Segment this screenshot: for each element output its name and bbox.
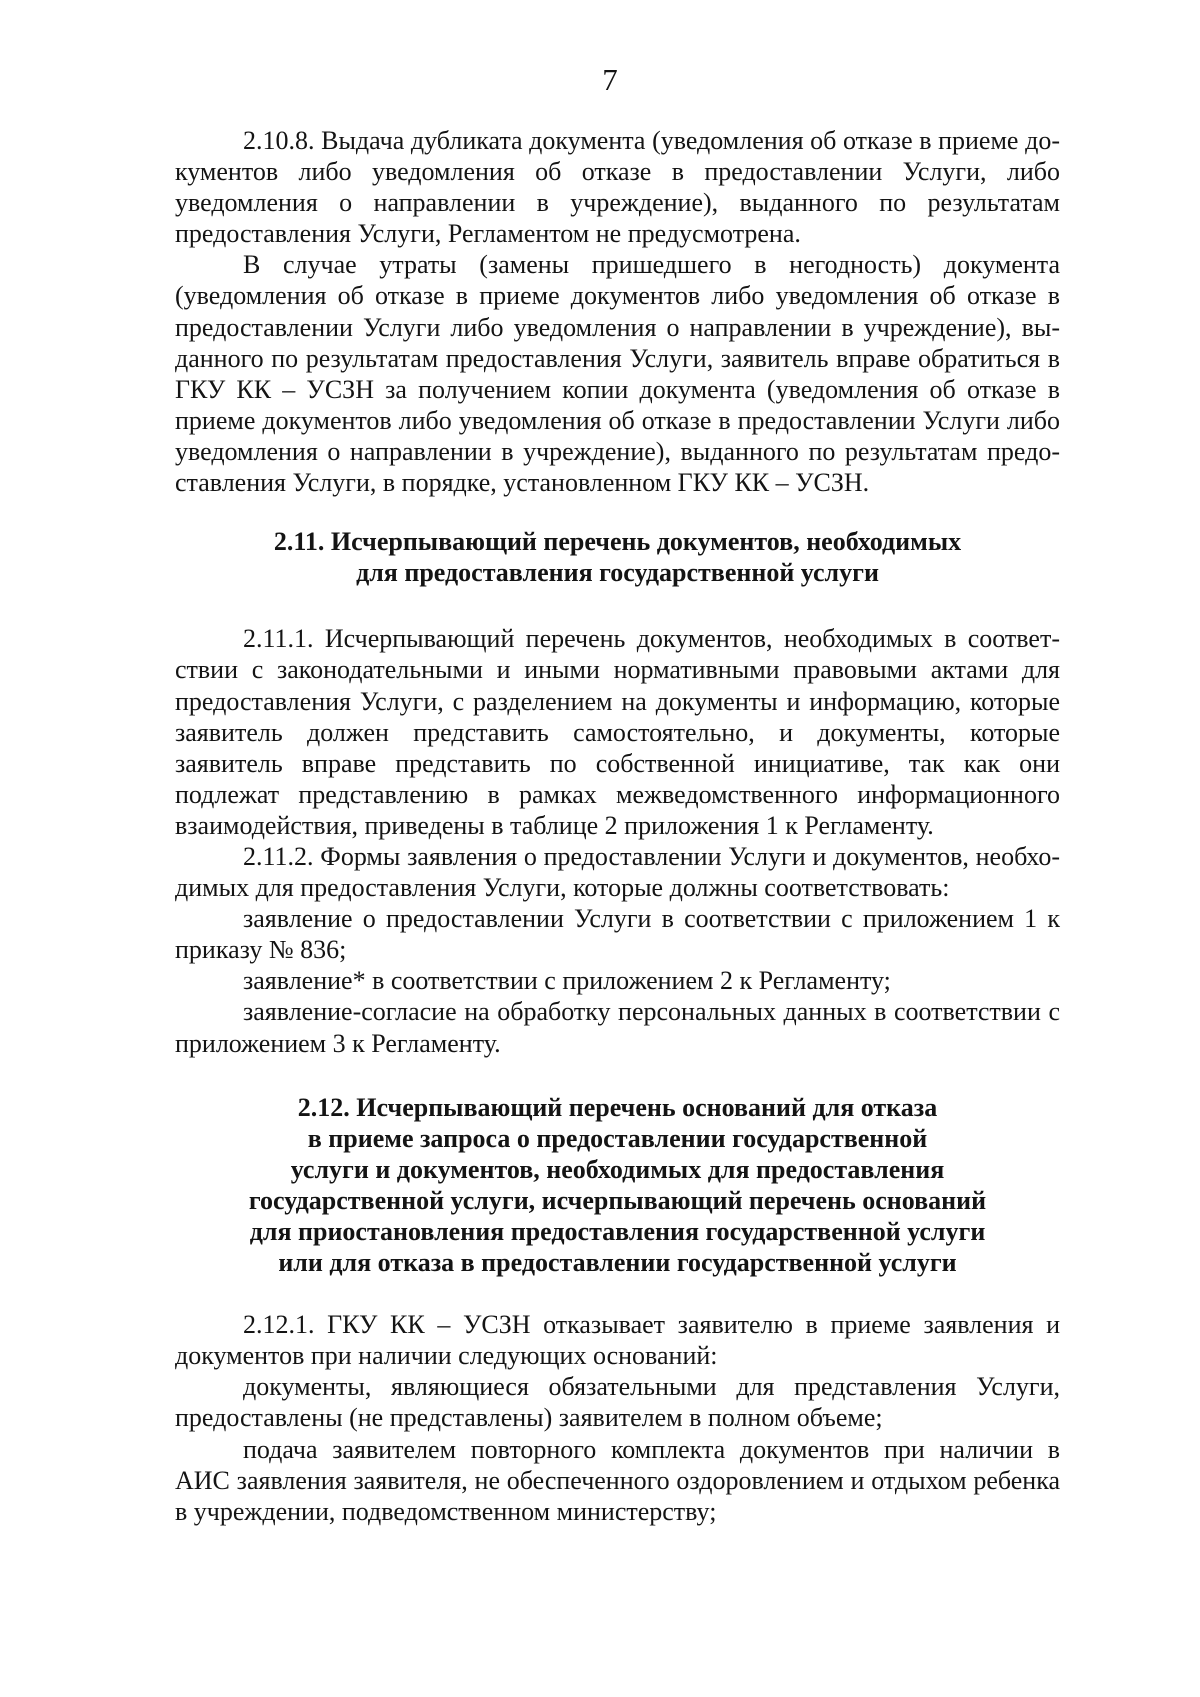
paragraph-2-12-1: 2.12.1. ГКУ КК – УСЗН отказывает заявителю в приеме заявления и документов при наличии следующих оснований: bbox=[175, 1310, 1060, 1371]
heading-line: или для отказа в предоставлении государственной услуги bbox=[278, 1248, 957, 1278]
heading-line: 2.12. Исчерпывающий перечень оснований для отказа bbox=[297, 1092, 938, 1122]
list-item-application: заявление о предоставлении Услуги в соответствии с приложением 1 к приказу № 836; bbox=[175, 904, 1060, 965]
section-heading-2-11 bbox=[175, 526, 1060, 588]
heading-line: для предоставления государственной услуги bbox=[356, 558, 879, 588]
paragraph-2-11-1: 2.11.1. Исчерпывающий перечень документов, необходимых в соответствии с законодательными и иными нормативными правовыми актами для предоставления Услуги, с разделением на документы и информацию, которые заявитель должен представить самостоятельно, и документы, которые заявитель вправе представить по собственной инициативе, так как они подлежат представлению в рамках межведомственного информационного взаимодействия, приведены в таблице 2 приложения 1 к Регламенту. bbox=[175, 624, 1060, 840]
heading-line: в приеме запроса о предоставлении государственной bbox=[307, 1123, 928, 1153]
list-item-documents-incomplete: документы, являющиеся обязательными для представления Услуги, предоставлены (не представлены) заявителем в полном объеме; bbox=[175, 1372, 1060, 1433]
paragraph-2-11-2: 2.11.2. Формы заявления о предоставлении Услуги и документов, необходимых для предоставления Услуги, которые должны соответствовать: bbox=[175, 841, 1060, 903]
paragraph-2-10-8: 2.10.8. Выдача дубликата документа (уведомления об отказе в приеме документов либо уведомления об отказе в предоставлении Услуги, либо уведомления о направлении в учреждение), выданного по результатам предоставления Услуги, Регламентом не предусмотрена. bbox=[175, 126, 1060, 249]
heading-line: государственной услуги, исчерпывающий перечень оснований bbox=[248, 1185, 987, 1215]
page-number: 7 bbox=[602, 62, 618, 97]
list-item-application-annex-2: заявление* в соответствии с приложением 2 к Регламенту; bbox=[243, 966, 891, 996]
paragraph-loss-of-document: В случае утраты (замены пришедшего в негодность) документа (уведомления об отказе в приеме документов либо уведомления об отказе в предоставлении Услуги либо уведомления о направлении в учреждение), выданного по результатам предоставления Услуги, заявитель вправе обратиться в ГКУ КК – УСЗН за получением копии документа (уведомления об отказе в приеме документов либо уведомления об отказе в предоставлении Услуги либо уведомления о направлении в учреждение), выданного по результатам предоставления Услуги, в порядке, установленном ГКУ КК – УСЗН. bbox=[175, 250, 1060, 498]
section-heading-2-12 bbox=[175, 1092, 1060, 1279]
document-body bbox=[175, 125, 1060, 1527]
heading-line: услуги и документов, необходимых для предоставления bbox=[290, 1154, 945, 1184]
heading-line: для приостановления предоставления государственной услуги bbox=[249, 1217, 986, 1246]
heading-line: 2.11. Исчерпывающий перечень документов, необходимых bbox=[273, 527, 962, 557]
list-item-repeated-submission: подача заявителем повторного комплекта документов при наличии в АИС заявления заявителя, не обеспеченного оздоровлением и отдыхом ребенка в учреждении, подведомственном министерству; bbox=[175, 1434, 1060, 1526]
list-item-consent: заявление-согласие на обработку персональных данных в соответствии с приложением 3 к Регламенту. bbox=[175, 997, 1060, 1058]
